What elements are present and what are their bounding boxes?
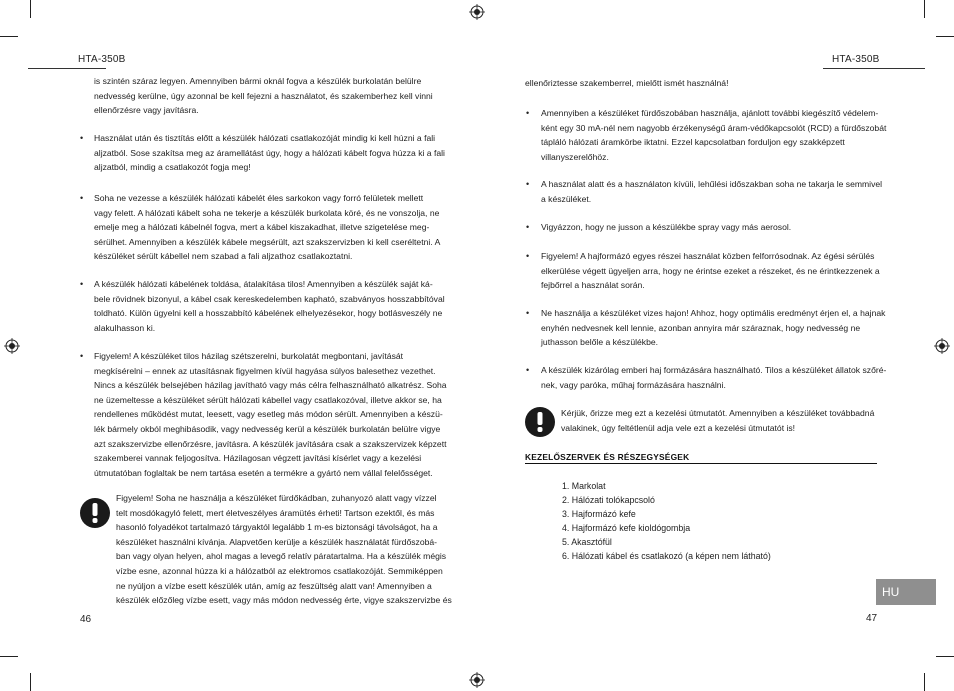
list-item: 4. Hajformázó kefe kioldógombja	[562, 523, 691, 533]
text-line: rendellenes működést mutat, leesett, vagy esetleg más módon sérült. Amennyiben a készü-	[94, 409, 443, 420]
bullet-paragraph	[94, 191, 454, 264]
list-item: 2. Hálózati tolókapcsoló	[562, 495, 655, 505]
bullet-marker: •	[80, 133, 84, 143]
text-line: azt szakszervizbe ellenőrzésre, javításra. A készülék javítására csak a szakszervizek képzett	[94, 438, 447, 449]
text-line: A készülék hálózati kábelének toldása, átalakítása tilos! Amennyiben a készülék saját ká-	[94, 279, 433, 289]
bullet-marker: •	[526, 308, 530, 318]
text-line: Figyelem! Soha ne használja a készüléket fürdőkádban, zuhanyozó alatt vagy vízzel	[116, 493, 437, 503]
warning-paragraph	[116, 491, 456, 608]
list-item: 5. Akasztófül	[562, 537, 612, 547]
text-line: útmutatóban foglaltak be nem tartása esetén a termékre a gyártó nem vállal felelősséget.	[94, 467, 433, 478]
text-line: Kérjük, őrizze meg ezt a kezelési útmutatót. Amennyiben a készüléket továbbadná	[561, 408, 875, 418]
header-rule	[28, 68, 106, 69]
text-line: Amennyiben a készüléket fürdőszobában használja, ajánlott további kiegészítő védelem-	[541, 108, 879, 118]
text-line: juthasson belőle a készülékbe.	[541, 337, 659, 348]
text-line: vagy felett. A hálózati kábelt soha ne tekerje a készülék burkolata köré, és ne vonszolja, ne	[94, 207, 440, 218]
list-item: 3. Hajformázó kefe	[562, 509, 636, 519]
bullet-marker: •	[80, 351, 84, 361]
bullet-paragraph	[541, 106, 911, 164]
bullet-paragraph	[541, 220, 911, 235]
bullet-paragraph	[541, 306, 911, 350]
text-line: Használat után és tisztítás előtt a készülék hálózati csatlakozóját mindig ki kell húzni a fali	[94, 133, 436, 143]
text-line: Figyelem! A készüléket tilos házilag szétszerelni, burkolatát megbontani, javítását	[94, 351, 404, 361]
text-line: A használat alatt és a használaton kívüli, lehűlési időszakban soha ne takarja le semmivel	[541, 179, 883, 189]
header-rule	[823, 68, 925, 69]
bullet-paragraph	[541, 177, 911, 206]
text-line: toldható. Külön ügyelni kell a hosszabbító kábelének elhelyezésekor, hogy botlásveszély ne	[94, 308, 443, 319]
text-line: A készülék kizárólag emberi haj formázására használható. Tilos a készüléket állatok szőré-	[541, 365, 887, 375]
text-line: Nincs a készülék belsejében házilag javítható vagy más célra felhasználható alkatrész. Soha	[94, 380, 447, 391]
model-number: HTA-350B	[832, 54, 880, 65]
page-number: 46	[80, 614, 92, 625]
text-line: is szintén száraz legyen. Amennyiben bármi oknál fogva a készülék burkolatán belülre	[94, 76, 422, 86]
text-line: nedvesség kerülne, úgy azonnal be kell fejezni a használatot, és szakemberhez kell vinni	[94, 90, 433, 101]
text-line: fejbőrrel a használat során.	[541, 280, 645, 291]
text-line: emelje meg a hálózati kábelnél fogva, mert a kábel kiszakadhat, illetve szigetelése meg-	[94, 222, 430, 233]
text-line: ban vagy olyan helyen, ahol magas a levegő relatív páratartalma. Ha a készülék mégis	[116, 551, 447, 562]
text-line: Soha ne vezesse a készülék hálózati kábelét éles sarkokon vagy forró felületek mellett	[94, 193, 424, 203]
bullet-paragraph	[541, 363, 911, 392]
text-line: lék bármely okból meghibásodik, vagy nedvesség kerül a készülék burkolatán belülre vigye	[94, 423, 441, 434]
text-line: Ne használja a készüléket vizes hajon! Ahhoz, hogy optimális eredményt érjen el, a hajnak	[541, 308, 886, 318]
list-item: 6. Hálózati kábel és csatlakozó (a képen nem látható)	[562, 551, 771, 561]
bullet-paragraph	[94, 349, 454, 480]
text-line: készüléket sérült kábellel nem szabad a fali aljzathoz csatlakoztatni.	[94, 251, 353, 262]
right-page	[477, 0, 954, 691]
text-line: elkerülése végett ügyeljen arra, hogy ne érintse ezeket a részeket, és ne érintkezzenek a	[541, 265, 880, 276]
text-line: szakemberei vannak feljogosítva. Házilagosan végzett javítási kísérlet vagy a kezelési	[94, 453, 422, 464]
exclamation-circle-icon	[525, 407, 555, 437]
section-heading: KEZELŐSZERVEK ÉS RÉSZEGYSÉGEK	[525, 452, 690, 462]
text-line: Figyelem! A hajformázó egyes részei használat közben felforrósodnak. Az égési sérülés	[541, 251, 875, 261]
model-number: HTA-350B	[78, 54, 126, 65]
text-line: tápláló hálózati áramkörbe iktatni. Ezzel kapcsolatban forduljon egy szakképzett	[541, 137, 845, 148]
text-line: vízbe esne, azonnal húzza ki a hálózatból az elektromos csatlakozóját. Semmiképpen	[116, 565, 443, 576]
bullet-marker: •	[526, 179, 530, 189]
intro-paragraph	[94, 74, 454, 118]
text-line: sérülhet. Amennyiben a készülék kábele megsérült, azt szakszervizben ki kell cseréltetni. A	[94, 236, 441, 247]
text-line: megkísérelni – ennek az utasításnak figyelmen kívül hagyása súlyos balesethez vezethet.	[94, 365, 436, 376]
page-number: 47	[866, 613, 878, 624]
bullet-marker: •	[80, 279, 84, 289]
list-item: 1. Markolat	[562, 481, 606, 491]
text-line: aljzatból. Sose szakítsa meg az áramellátást úgy, hogy a hálózati kábelt fogva húzza ki a fali	[94, 147, 445, 158]
bullet-marker: •	[526, 108, 530, 118]
bullet-marker: •	[80, 193, 84, 203]
bullet-paragraph	[94, 277, 454, 335]
text-line: ne nyúljon a vízbe esett készülék után, amíg az feszültség alatt van! Amennyiben a	[116, 580, 432, 591]
text-line: készülék előzőleg vízbe esett, vagy más módon nedvesség érte, vigye szakszervizbe és	[116, 595, 452, 606]
text-line: Vigyázzon, hogy ne jusson a készülékbe spray vagy más aerosol.	[541, 222, 792, 232]
bullet-marker: •	[526, 222, 530, 232]
intro-paragraph	[525, 76, 885, 91]
text-line: készüléket használni kívánja. Alapvetően kerülje a készülék használatát fürdőszobá-	[116, 536, 438, 547]
text-line: aljzatból, mindig a csatlakozót fogja meg!	[94, 162, 251, 173]
text-line: valakinek, úgy feltétlenül adja vele ezt a kezelési útmutatót is!	[561, 422, 796, 433]
text-line: villanyszerelőhöz.	[541, 151, 609, 162]
text-line: enyhén nedvesnek kell lennie, azonban annyira már száraznak, hogy nedvesség ne	[541, 322, 861, 333]
text-line: telt mosdókagyló felett, mert életveszélyes áramütés érheti! Tartson ezektől, és más	[116, 507, 435, 518]
heading-rule	[525, 463, 877, 464]
text-line: hasonló folyadékot tartalmazó tárgyaktól legalább 1 m-es biztonsági távolságot, ha a	[116, 522, 438, 533]
bullet-paragraph	[94, 131, 454, 175]
text-line: ne üzemeltesse a készüléket sérült hálózati kábellel vagy csatlakozóval, illetve akkor se, ha	[94, 394, 442, 405]
text-line: ellenőriztesse szakemberrel, mielőtt ismét használná!	[525, 78, 729, 88]
text-line: ként egy 30 mA-nél nem nagyobb érzékenységű áram-védőkapcsolót (RCD) a fürdőszobát	[541, 122, 887, 133]
exclamation-circle-icon	[80, 498, 110, 528]
bullet-paragraph	[541, 249, 911, 293]
notice-paragraph	[561, 406, 911, 435]
text-line: bele rövidnek bizonyul, a kábel csak kereskedelemben kapható, szabványos hosszabbítóval	[94, 293, 445, 304]
text-line: a készüléket.	[541, 193, 592, 204]
text-line: ellenőrzésre vagy javításra.	[94, 105, 199, 116]
text-line: nek, vagy paróka, műhaj formázására használni.	[541, 379, 726, 390]
language-tab: HU	[876, 579, 936, 605]
bullet-marker: •	[526, 365, 530, 375]
bullet-marker: •	[526, 251, 530, 261]
text-line: alakulhasson ki.	[94, 322, 156, 333]
